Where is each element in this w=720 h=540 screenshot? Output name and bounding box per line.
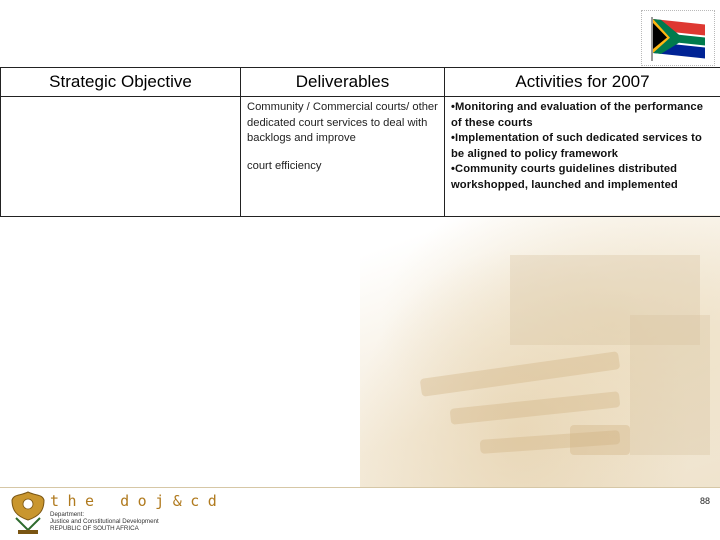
table-header-row bbox=[1, 68, 720, 97]
header-deliverables: Deliverables bbox=[241, 68, 445, 97]
brand-wordmark: the doj&cd bbox=[50, 492, 226, 510]
courtroom-background-image bbox=[360, 215, 720, 487]
activity-item: •Monitoring and evaluation of the performance of these courts bbox=[451, 101, 704, 129]
footer-divider bbox=[0, 487, 720, 488]
cell-deliverables bbox=[241, 97, 445, 217]
coat-of-arms-icon bbox=[8, 490, 48, 536]
objectives-table bbox=[0, 67, 720, 217]
department-name bbox=[50, 511, 180, 532]
department-title: Justice and Constitutional Development bbox=[50, 518, 159, 525]
activity-item: •Implementation of such dedicated services to be aligned to policy framework bbox=[451, 132, 702, 160]
deliverable-text: Community / Commercial courts/ other dedicated court services to deal with backlogs and improve bbox=[247, 101, 438, 144]
south-africa-flag-icon bbox=[648, 15, 708, 61]
table-row bbox=[1, 97, 720, 217]
cell-strategic-objective bbox=[1, 97, 241, 217]
flag-frame bbox=[641, 10, 715, 66]
department-country: REPUBLIC OF SOUTH AFRICA bbox=[50, 525, 139, 532]
header-activities: Activities for 2007 bbox=[445, 68, 720, 97]
header-strategic-objective: Strategic Objective bbox=[1, 68, 241, 97]
page-number: 88 bbox=[700, 496, 711, 506]
activity-item: •Community courts guidelines distributed workshopped, launched and implemented bbox=[451, 163, 678, 191]
cell-activities bbox=[445, 97, 720, 217]
deliverable-text-cont: court efficiency bbox=[247, 159, 322, 172]
department-label: Department: bbox=[50, 511, 85, 518]
